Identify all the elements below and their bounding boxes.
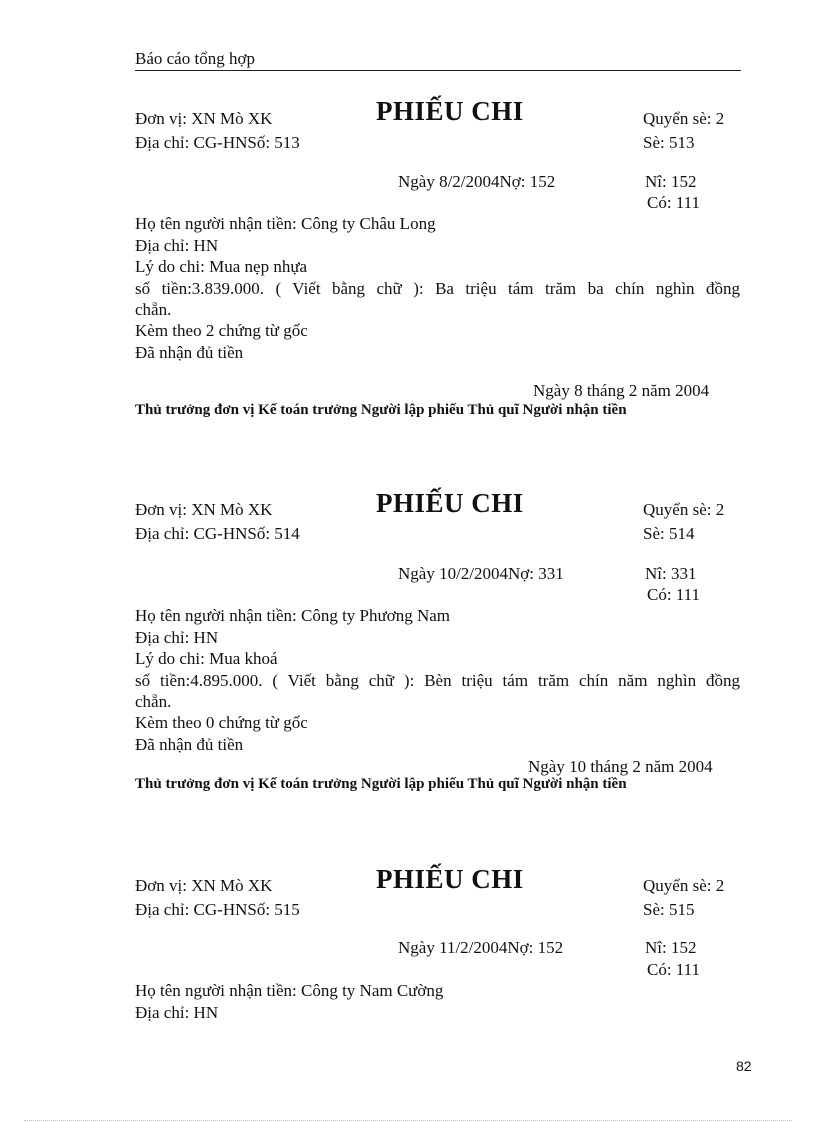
address-and-number: Địa chỉ: CG-HNSố: 515	[135, 900, 300, 919]
debit-account: Nî: 152	[645, 938, 697, 957]
payee-name: Họ tên người nhận tiền: Công ty Châu Long	[135, 214, 436, 233]
amount-line: số tiền:4.895.000. ( Viết bằng chữ ): Bèn triệu tám trăm chín năm nghìn đồng	[135, 671, 740, 690]
payee-address: Địa chỉ: HN	[135, 236, 219, 255]
book-number: Quyển sè: 2	[643, 876, 725, 895]
signature-roles: Thủ trưởng đơn vị Kế toán trưởng Người lập phiếu Thủ quĩ Người nhận tiền	[135, 776, 627, 792]
voucher-title: PHIẾU CHI	[376, 488, 524, 518]
debit-account: Nî: 331	[645, 564, 697, 583]
credit-account: Có: 111	[647, 960, 701, 979]
payee-address: Địa chỉ: HN	[135, 1003, 219, 1022]
page-number: 82	[736, 1058, 752, 1074]
running-header: Báo cáo tổng hợp	[135, 49, 255, 68]
page-bottom-border	[24, 1120, 792, 1121]
signing-date: Ngày 10 tháng 2 năm 2004	[528, 757, 713, 776]
amount-line-continued: chẵn.	[135, 692, 172, 711]
unit-label: Đơn vị: XN Mò XK	[135, 109, 273, 128]
date-and-debit: Ngày 11/2/2004Nợ: 152	[398, 938, 564, 957]
payee-name: Họ tên người nhận tiền: Công ty Phương Nam	[135, 606, 450, 625]
voucher-title: PHIẾU CHI	[376, 96, 524, 126]
payee-address: Địa chỉ: HN	[135, 628, 219, 647]
unit-label: Đơn vị: XN Mò XK	[135, 876, 273, 895]
attachments-line: Kèm theo 0 chứng từ gốc	[135, 713, 308, 732]
attachments-line: Kèm theo 2 chứng từ gốc	[135, 321, 308, 340]
date-and-debit: Ngày 10/2/2004Nợ: 331	[398, 564, 564, 583]
payment-reason: Lý do chi: Mua khoá	[135, 649, 278, 668]
payee-name: Họ tên người nhận tiền: Công ty Nam Cường	[135, 981, 444, 1000]
address-and-number: Địa chỉ: CG-HNSố: 514	[135, 524, 300, 543]
signature-roles: Thủ trưởng đơn vị Kế toán trưởng Người lập phiếu Thủ quĩ Người nhận tiền	[135, 402, 627, 418]
received-line: Đã nhận đủ tiền	[135, 735, 244, 754]
book-number: Quyển sè: 2	[643, 500, 725, 519]
voucher-number: Sè: 515	[643, 900, 695, 919]
voucher-title: PHIẾU CHI	[376, 864, 524, 894]
header-rule	[135, 70, 741, 71]
signing-date: Ngày 8 tháng 2 năm 2004	[533, 381, 710, 400]
unit-label: Đơn vị: XN Mò XK	[135, 500, 273, 519]
voucher-number: Sè: 513	[643, 133, 695, 152]
received-line: Đã nhận đủ tiền	[135, 343, 244, 362]
debit-account: Nî: 152	[645, 172, 697, 191]
date-and-debit: Ngày 8/2/2004Nợ: 152	[398, 172, 556, 191]
address-and-number: Địa chỉ: CG-HNSố: 513	[135, 133, 300, 152]
voucher-number: Sè: 514	[643, 524, 695, 543]
credit-account: Có: 111	[647, 193, 701, 212]
payment-reason: Lý do chi: Mua nẹp nhựa	[135, 257, 308, 276]
credit-account: Có: 111	[647, 585, 701, 604]
book-number: Quyển sè: 2	[643, 109, 725, 128]
amount-line: số tiền:3.839.000. ( Viết bằng chữ ): Ba triệu tám trăm ba chín nghìn đồng	[135, 279, 740, 298]
amount-line-continued: chẵn.	[135, 300, 172, 319]
